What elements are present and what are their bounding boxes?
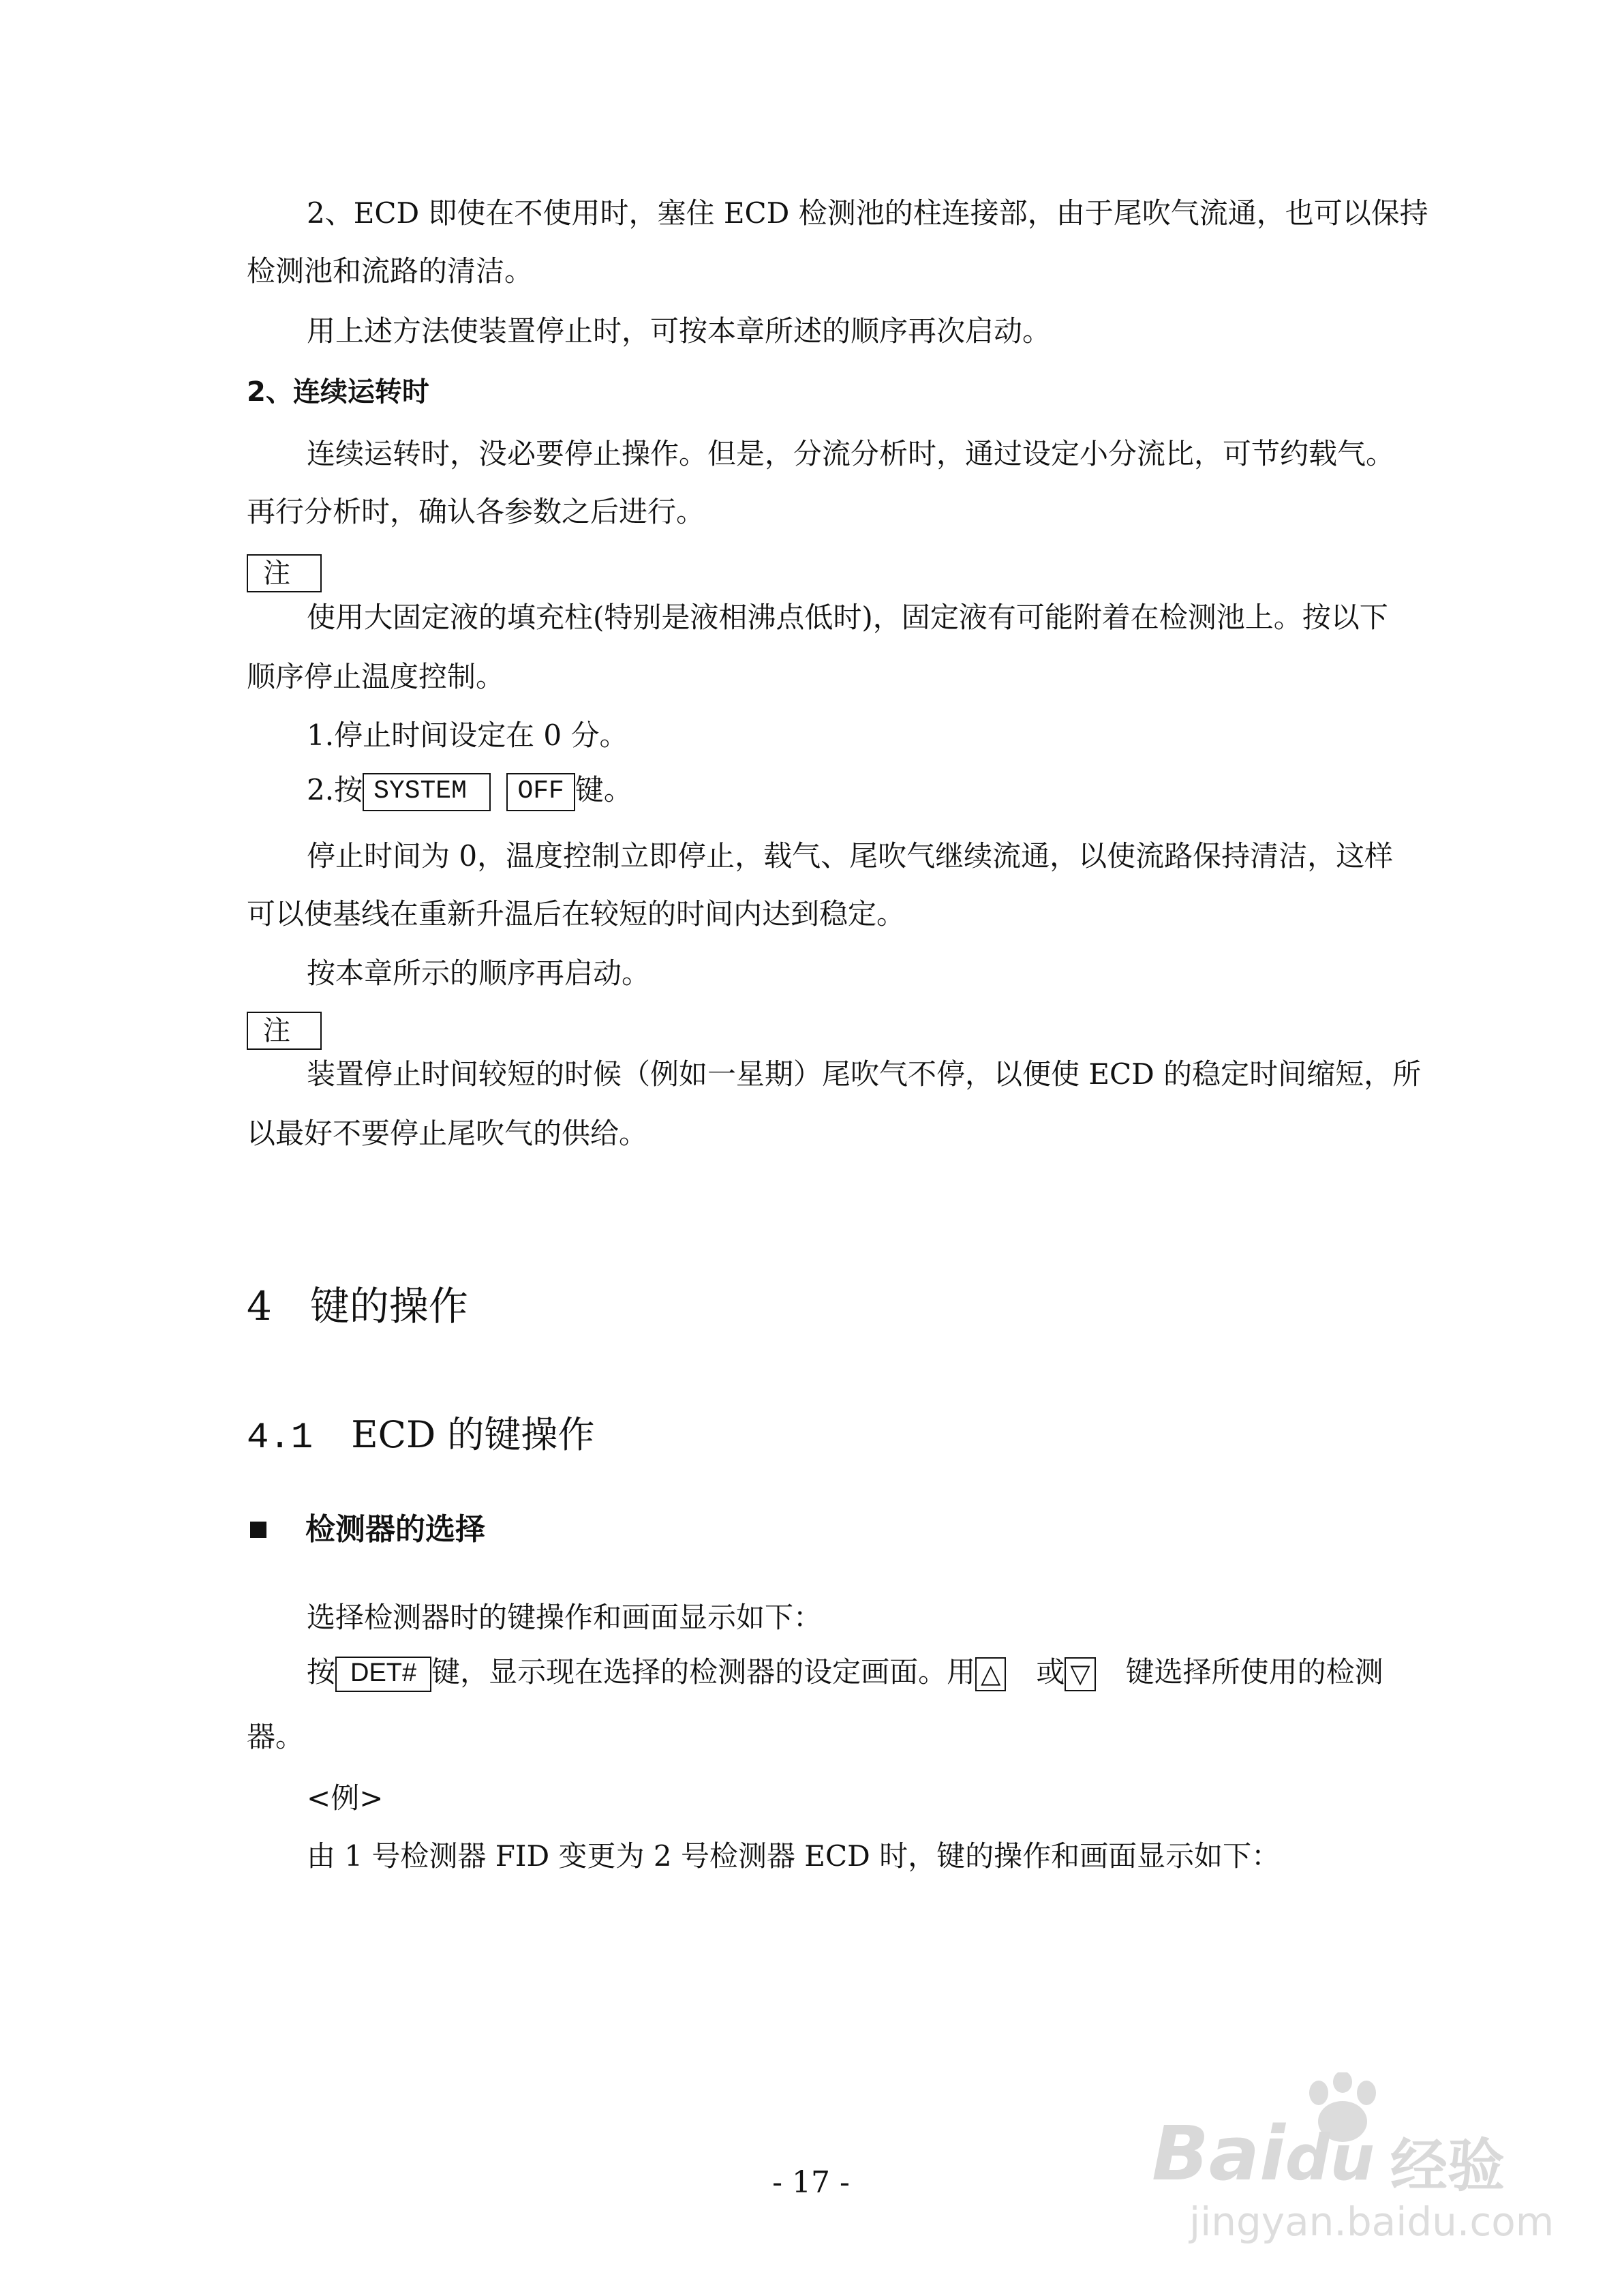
subsection-heading	[247, 1413, 595, 1459]
up-triangle-key-icon: △	[975, 1657, 1006, 1691]
bullet-square-icon	[250, 1522, 266, 1538]
section-number: 4	[247, 1283, 272, 1329]
note-box-1: 注	[247, 554, 322, 592]
paragraph-5-line-1: 停止时间为 0，温度控制立即停止，载气、尾吹气继续流通，以使流路保持清洁，这样	[307, 839, 1394, 873]
example-label: <例>	[307, 1781, 384, 1815]
paragraph-6: 按本章所示的顺序再启动。	[307, 956, 651, 990]
step-2	[307, 773, 632, 811]
paragraph-3-line-2: 再行分析时，确认各参数之后进行。	[247, 495, 705, 528]
step-2-prefix: 2.按	[307, 772, 363, 806]
press-label: 按	[307, 1655, 336, 1689]
section-heading	[247, 1283, 468, 1329]
off-key: OFF	[506, 773, 575, 811]
or-text: 或	[1036, 1655, 1065, 1689]
watermark-cn: 经验	[1390, 2132, 1505, 2199]
after-det-text: 键，显示现在选择的检测器的设定画面。用	[431, 1655, 976, 1689]
bullet-heading: 检测器的选择	[305, 1512, 485, 1547]
det-key: DET#	[335, 1657, 431, 1692]
det-line-2: 器。	[247, 1720, 305, 1753]
paragraph-1-line-1: 2、ECD 即使在不使用时，塞住 ECD 检测池的柱连接部，由于尾吹气流通，也可以保持	[307, 196, 1428, 230]
paragraph-1-line-2: 检测池和流路的清洁。	[247, 254, 534, 288]
paragraph-4-line-2: 顺序停止温度控制。	[247, 660, 505, 693]
paragraph-3-line-1: 连续运转时，没必要停止操作。但是，分流分析时，通过设定小分流比，可节约载气。	[307, 437, 1395, 470]
section-title: 键的操作	[309, 1283, 468, 1329]
subsection-number: 4.1	[247, 1417, 313, 1459]
paragraph-4-line-1: 使用大固定液的填充柱(特别是液相沸点低时)，固定液有可能附着在检测池上。按以下	[307, 601, 1388, 634]
after-keys-text: 键选择所使用的检测	[1125, 1655, 1383, 1689]
paragraph-7-line-1: 装置停止时间较短的时候（例如一星期）尾吹气不停，以便使 ECD 的稳定时间缩短，所	[307, 1057, 1422, 1091]
step-2-suffix: 键。	[575, 772, 632, 806]
system-key: SYSTEM	[363, 773, 491, 811]
example-text: 由 1 号检测器 FID 变更为 2 号检测器 ECD 时，键的操作和画面显示如下：	[307, 1839, 1281, 1873]
watermark-url: jingyan.baidu.com	[1189, 2199, 1555, 2245]
paragraph-2: 用上述方法使装置停止时，可按本章所述的顺序再次启动。	[307, 314, 1052, 348]
intro-text: 选择检测器时的键操作和画面显示如下：	[307, 1601, 823, 1634]
sub-heading-continuous: 2、连续运转时	[247, 376, 429, 408]
down-triangle-key-icon: ▽	[1065, 1657, 1095, 1691]
det-key-line	[307, 1657, 1383, 1692]
subsection-title: ECD 的键操作	[351, 1413, 595, 1456]
paragraph-7-line-2: 以最好不要停止尾吹气的供给。	[247, 1117, 648, 1150]
watermark-brand: Baidu	[1152, 2110, 1375, 2197]
step-1: 1.停止时间设定在 0 分。	[307, 719, 628, 752]
note-box-2: 注	[247, 1012, 322, 1050]
page-number: - 17 -	[772, 2165, 850, 2200]
paragraph-5-line-2: 可以使基线在重新升温后在较短的时间内达到稳定。	[247, 897, 906, 931]
